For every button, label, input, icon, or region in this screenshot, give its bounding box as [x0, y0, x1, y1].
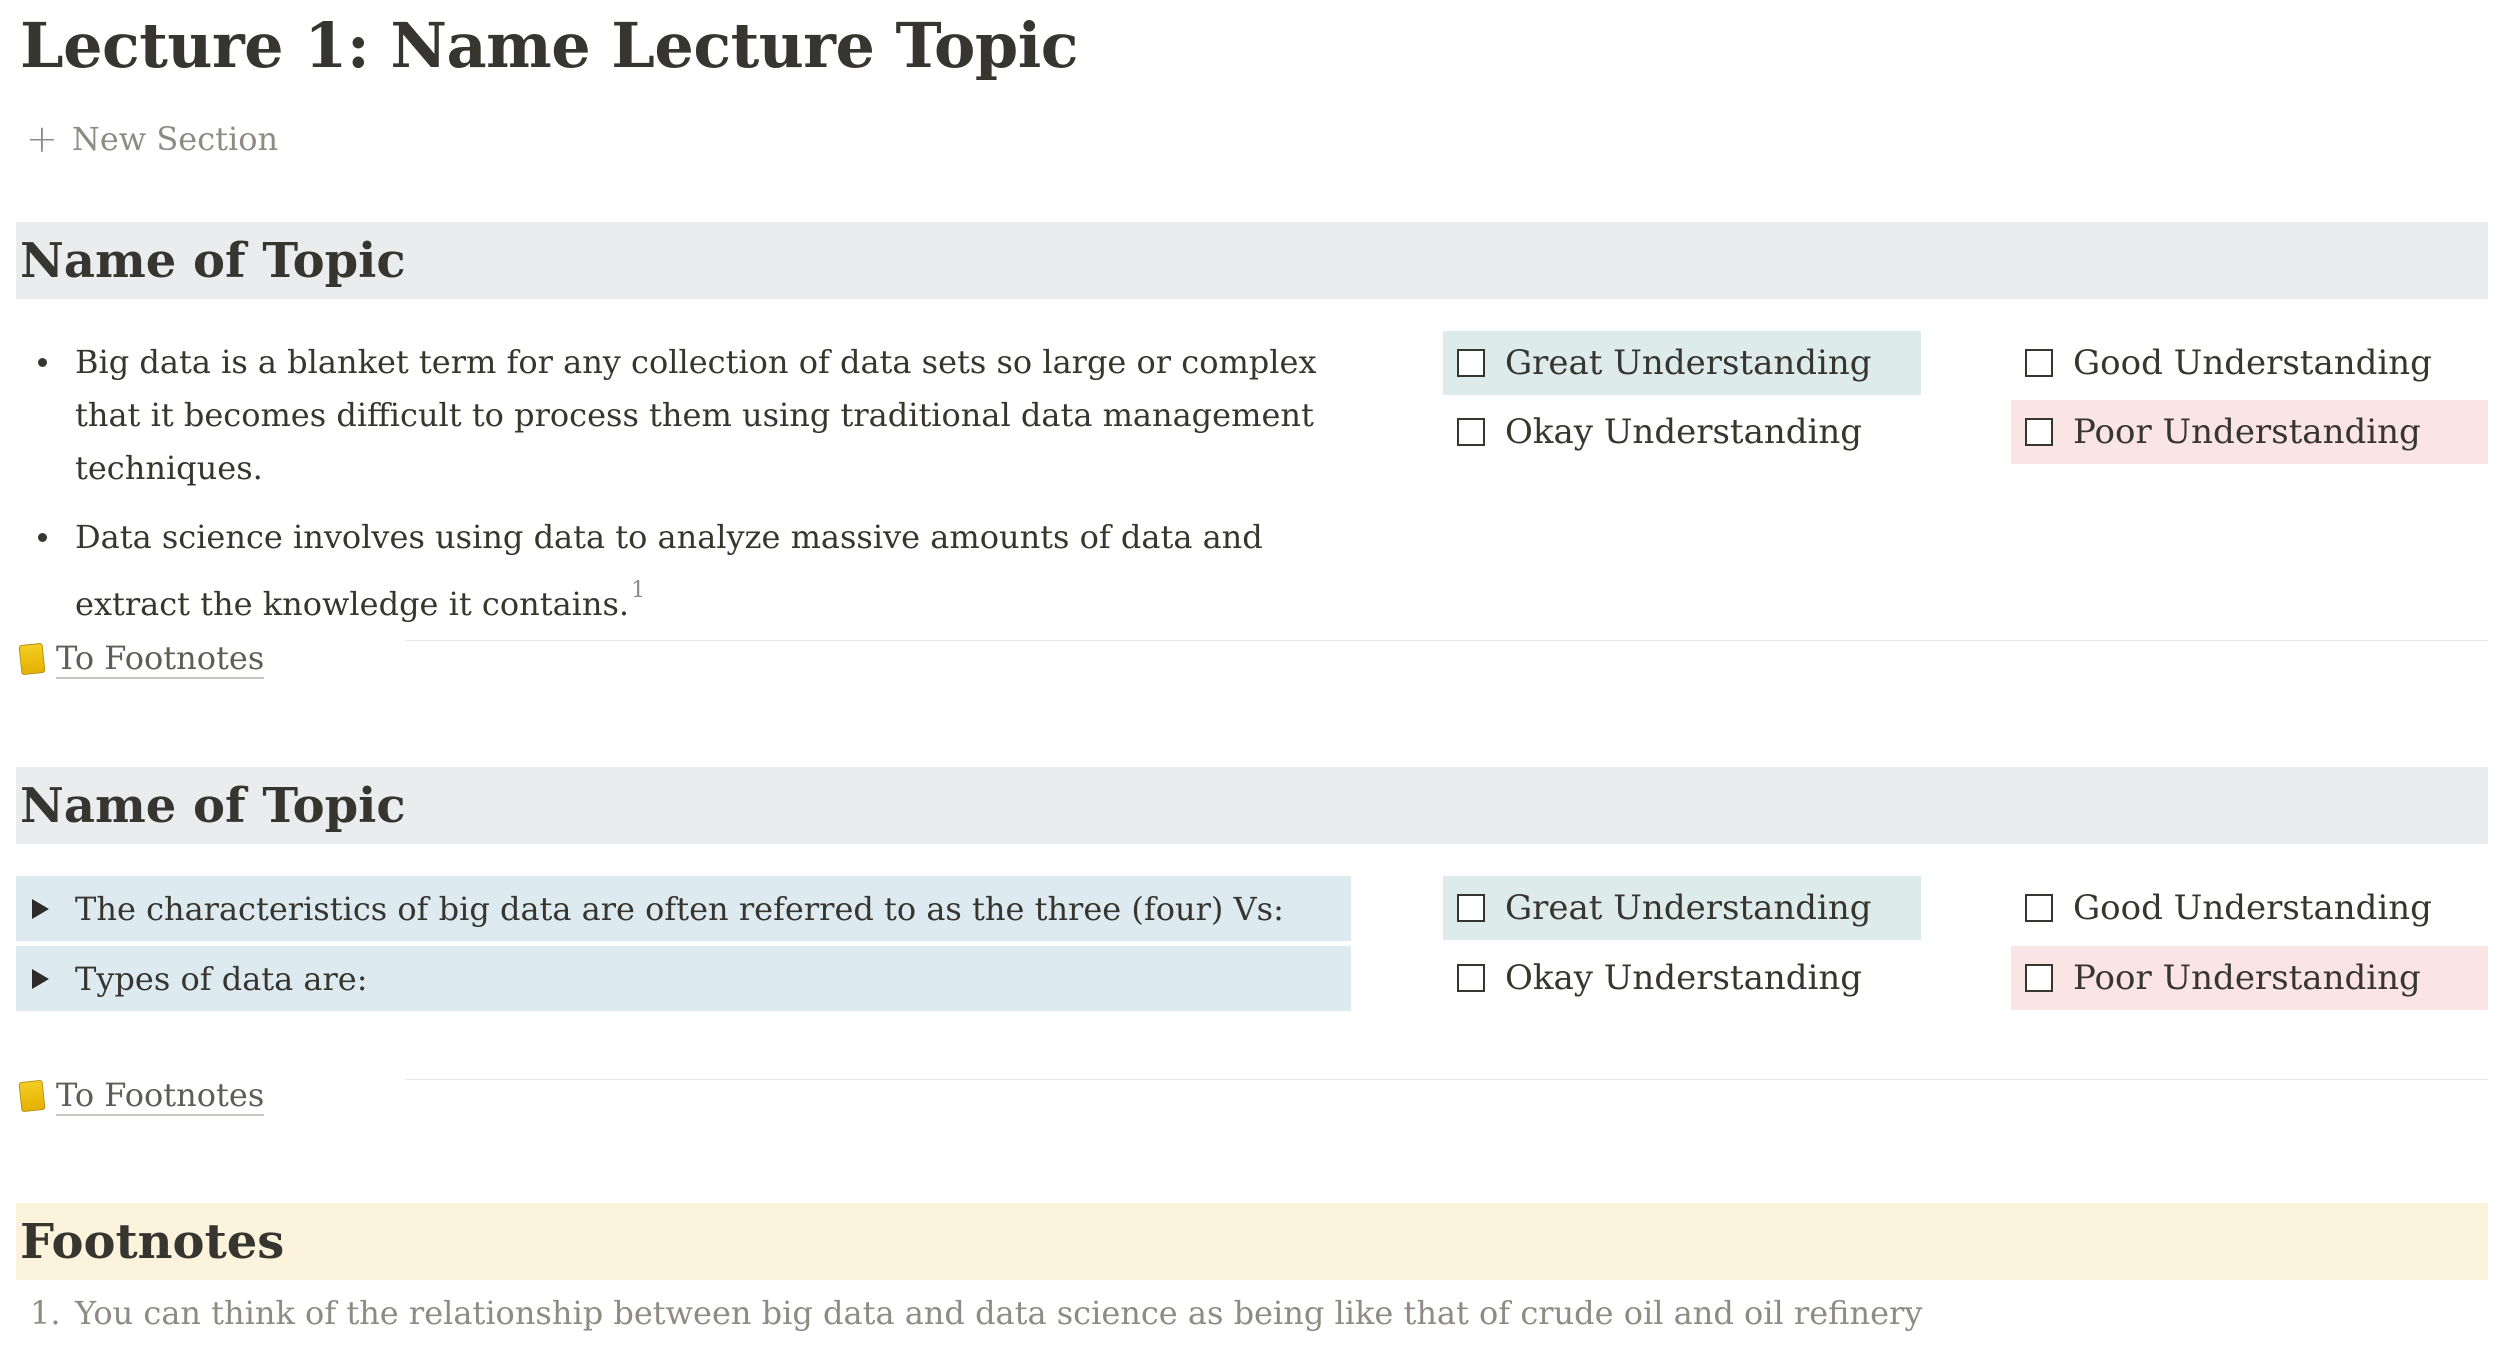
checkbox-icon[interactable]: [1457, 964, 1485, 992]
checkbox-label: Okay Understanding: [1505, 412, 1863, 452]
checkbox-label: Poor Understanding: [2073, 958, 2421, 998]
to-footnotes-link[interactable]: To Footnotes: [56, 1076, 265, 1114]
toggle-block[interactable]: [16, 876, 1351, 941]
toggle-text: The characteristics of big data are often referred to as the three (four) Vs:: [75, 889, 1284, 928]
new-section-label: New Section: [71, 120, 279, 158]
okay-understanding-checkbox[interactable]: [1443, 946, 1921, 1010]
to-footnotes-link[interactable]: To Footnotes: [56, 639, 265, 677]
section-heading-text: Name of Topic: [20, 232, 406, 289]
checkbox-label: Great Understanding: [1505, 888, 1872, 928]
list-item: [16, 511, 1346, 631]
good-understanding-checkbox[interactable]: [2011, 876, 2488, 940]
checkbox-icon[interactable]: [2025, 418, 2053, 446]
page-title: Lecture 1: Name Lecture Topic: [20, 9, 1079, 82]
footnote-item: [30, 1288, 1922, 1338]
checkbox-icon[interactable]: [2025, 894, 2053, 922]
list-item: [16, 336, 1346, 495]
checkbox-label: Okay Understanding: [1505, 958, 1863, 998]
bullet-dot-icon: [38, 358, 47, 367]
divider: [405, 640, 2488, 641]
checkbox-icon[interactable]: [1457, 418, 1485, 446]
poor-understanding-checkbox[interactable]: [2011, 400, 2488, 464]
toggle-triangle-icon[interactable]: [32, 899, 49, 919]
bullet-text: Data science involves using data to analyze massive amounts of data and extract the knowledge it contains.: [75, 518, 1263, 623]
checkbox-icon[interactable]: [2025, 964, 2053, 992]
footnotes-heading: [16, 1203, 2488, 1280]
toggle-block[interactable]: [16, 946, 1351, 1011]
checkbox-label: Poor Understanding: [2073, 412, 2421, 452]
section-heading-text: Name of Topic: [20, 777, 406, 834]
toggle-triangle-icon[interactable]: [32, 969, 49, 989]
divider: [405, 1079, 2488, 1080]
checkbox-icon[interactable]: [1457, 894, 1485, 922]
notebook-icon: [18, 643, 45, 675]
great-understanding-checkbox[interactable]: [1443, 876, 1921, 940]
great-understanding-checkbox[interactable]: [1443, 331, 1921, 395]
checkbox-label: Good Understanding: [2073, 888, 2432, 928]
section-heading: [16, 767, 2488, 844]
poor-understanding-checkbox[interactable]: [2011, 946, 2488, 1010]
footnote-text: You can think of the relationship between big data and data science as being like that of crude oil and oil refinery: [75, 1294, 1923, 1332]
section-heading: [16, 222, 2488, 299]
new-section-button[interactable]: [26, 112, 278, 166]
footnote-ref[interactable]: 1: [631, 578, 646, 603]
good-understanding-checkbox[interactable]: [2011, 331, 2488, 395]
toggle-text: Types of data are:: [75, 959, 368, 998]
bullet-text: Big data is a blanket term for any collection of data sets so large or complex that it becomes difficult to process them using traditional data management techniques.: [75, 343, 1317, 487]
footnotes-heading-text: Footnotes: [20, 1213, 285, 1270]
bullet-dot-icon: [38, 533, 47, 542]
plus-icon: +: [26, 117, 58, 161]
okay-understanding-checkbox[interactable]: [1443, 400, 1921, 464]
notebook-icon: [18, 1080, 45, 1112]
checkbox-label: Good Understanding: [2073, 343, 2432, 383]
checkbox-label: Great Understanding: [1505, 343, 1872, 383]
to-footnotes-link-row: [20, 1071, 264, 1121]
checkbox-icon[interactable]: [1457, 349, 1485, 377]
bullet-list: [16, 336, 1346, 647]
checkbox-icon[interactable]: [2025, 349, 2053, 377]
footnote-number: 1.: [30, 1294, 61, 1332]
to-footnotes-link-row: [20, 634, 264, 684]
